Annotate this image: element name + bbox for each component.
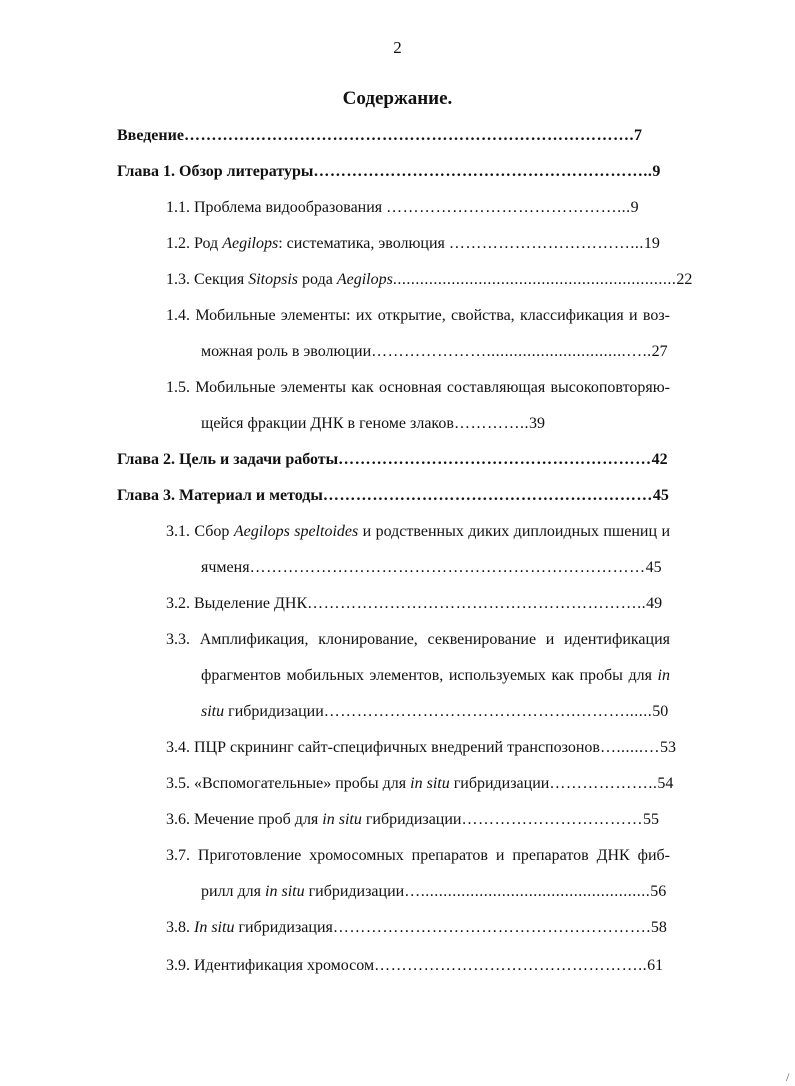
toc-entry-chapter-3	[117, 486, 670, 506]
toc-italic-term: Aegilops	[222, 235, 279, 252]
toc-entry-3-7-line2	[201, 882, 667, 902]
toc-entry-text: 3.8.	[166, 919, 194, 936]
toc-page-number: 9	[652, 163, 661, 180]
toc-entry-text: рилл для	[201, 883, 266, 900]
toc-entry-text: гибридизация	[234, 919, 333, 936]
toc-entry-3-3-line3	[201, 702, 670, 722]
toc-italic-term: Aegilops	[336, 271, 393, 288]
toc-dots: ……………………………	[461, 811, 643, 828]
toc-italic-term: in situ	[322, 811, 362, 828]
toc-entry-3-3-line1: 3.3. Амплификация, клонирование, секвенирование и идентификация	[166, 631, 670, 648]
toc-page-number: 54	[657, 775, 674, 792]
toc-entry-text: гибридизации	[361, 811, 462, 828]
toc-entry-text: : систематика, эволюция	[278, 235, 449, 252]
toc-italic-term: Aegilops speltoides	[233, 523, 359, 540]
toc-entry-3-6	[166, 810, 670, 830]
toc-entry-text: 1.3. Секция	[166, 271, 249, 288]
toc-entry-chapter-2	[117, 450, 670, 470]
toc-italic-term: in	[657, 667, 670, 684]
toc-page-number: 55	[642, 811, 659, 828]
toc-entry-text: гибридизации	[304, 883, 405, 900]
toc-entry-3-8	[166, 918, 670, 938]
toc-entry-text: 3.6. Мечение проб для	[166, 811, 323, 828]
toc-page-number: 22	[676, 271, 693, 288]
toc-page-number: 58	[650, 919, 667, 936]
toc-entry-3-2	[166, 594, 670, 614]
toc-dots: ...............................................................	[392, 271, 677, 288]
toc-dots: ……………………………………………………………………….	[183, 127, 634, 144]
toc-entry-introduction	[117, 126, 670, 146]
toc-italic-term: situ	[201, 703, 225, 720]
toc-entry-text: фрагментов мобильных элементов, используемых как пробы для	[201, 667, 658, 684]
toc-page-number: 9	[630, 199, 639, 216]
toc-dots: …………..	[453, 415, 529, 432]
toc-entry-text: щейся фракции ДНК в геноме злаков	[201, 415, 454, 432]
toc-entry-text: 3.2. Выделение ДНК	[166, 595, 308, 612]
toc-entry-1-3	[166, 270, 693, 290]
toc-entry-text: Глава 2. Цель и задачи работы	[117, 451, 339, 468]
page-number: 2	[393, 38, 402, 57]
toc-entry-text: и родственных диких диплоидных пшениц и	[358, 523, 671, 540]
toc-entry-chapter-1	[117, 162, 670, 182]
toc-entry-text: 3.9. Идентификация хромосом	[166, 957, 375, 974]
toc-page-number: 27	[651, 343, 668, 360]
toc-page-number: 39	[528, 415, 545, 432]
toc-entry-1-5-line2	[201, 414, 651, 434]
toc-page-number: 49	[646, 595, 663, 612]
toc-dots: ……………………………………….………......	[323, 703, 653, 720]
toc-dots: ……………………………………………………	[322, 487, 653, 504]
toc-italic-term: in situ	[410, 775, 450, 792]
toc-dots: …...................................................	[404, 883, 651, 900]
toc-entry-1-5-line1: 1.5. Мобильные элементы как основная составляющая высокоповторяю-	[166, 379, 670, 396]
toc-dots: ……………………………………………………..	[313, 163, 653, 180]
toc-page-number: 56	[650, 883, 667, 900]
toc-entry-text: 1.2. Род	[166, 235, 223, 252]
toc-entry-1-4-line1: 1.4. Мобильные элементы: их открытие, свойства, классификация и воз-	[166, 307, 670, 324]
toc-dots: …………………………………………..	[374, 957, 648, 974]
toc-dots: ……………………………………………………..	[307, 595, 647, 612]
toc-entry-text: можная роль в эволюции	[201, 343, 372, 360]
toc-entry-text: Введение	[117, 127, 184, 144]
toc-page-number: 42	[651, 451, 668, 468]
toc-entry-3-9	[166, 956, 670, 976]
toc-entry-text: 3.5. «Вспомогательные» пробы для	[166, 775, 411, 792]
page-title: Содержание.	[342, 88, 453, 109]
toc-page-number: 19	[643, 235, 660, 252]
toc-dots: …………………...............................…..	[371, 343, 652, 360]
toc-page-number: 45	[652, 487, 669, 504]
toc-dots: ………………..	[549, 775, 658, 792]
toc-italic-term: Sitopsis	[248, 271, 299, 288]
toc-entry-1-2	[166, 234, 670, 254]
toc-entry-text: ячменя	[201, 559, 250, 576]
toc-dots: ……………………………………...	[386, 199, 631, 216]
toc-italic-term: In situ	[194, 919, 235, 936]
toc-entry-text: гибридизации	[449, 775, 550, 792]
toc-italic-term: in situ	[265, 883, 305, 900]
toc-entry-3-5	[166, 774, 674, 794]
toc-entry-text: Глава 1. Обзор литературы	[117, 163, 314, 180]
toc-entry-text: Глава 3. Материал и методы	[117, 487, 323, 504]
toc-entry-1-4-line2	[201, 342, 668, 362]
toc-entry-3-4	[166, 738, 676, 758]
toc-dots: ………………………………………………….	[332, 919, 651, 936]
toc-entry-text: гибридизации	[224, 703, 324, 720]
toc-page-number: 61	[647, 957, 664, 974]
toc-entry-text: 3.4. ПЦР скрининг сайт-специфичных внедрений транспозонов	[166, 739, 600, 756]
toc-entry-3-1-line1	[166, 522, 670, 542]
edge-mark: /	[786, 1070, 790, 1084]
toc-entry-text: 1.1. Проблема видообразования	[166, 199, 387, 216]
toc-entry-3-7-line1: 3.7. Приготовление хромосомных препаратов и препаратов ДНК фиб-	[166, 847, 670, 864]
toc-dots: …......…	[599, 739, 660, 756]
toc-page-number: 45	[645, 559, 662, 576]
toc-entry-text: 3.1. Сбор	[166, 523, 234, 540]
toc-dots: ……………………………...	[448, 235, 644, 252]
toc-page-number: 50	[652, 703, 669, 720]
toc-entry-3-1-line2	[201, 558, 669, 578]
toc-entry-1-1	[166, 198, 670, 218]
toc-dots: ………………………………………………………………	[249, 559, 646, 576]
toc-entry-3-3-line2	[201, 666, 670, 686]
toc-page-number: 7	[633, 127, 642, 144]
toc-page-number: 53	[659, 739, 676, 756]
toc-entry-text: рода	[298, 271, 337, 288]
toc-dots: …………………………………………………	[338, 451, 652, 468]
